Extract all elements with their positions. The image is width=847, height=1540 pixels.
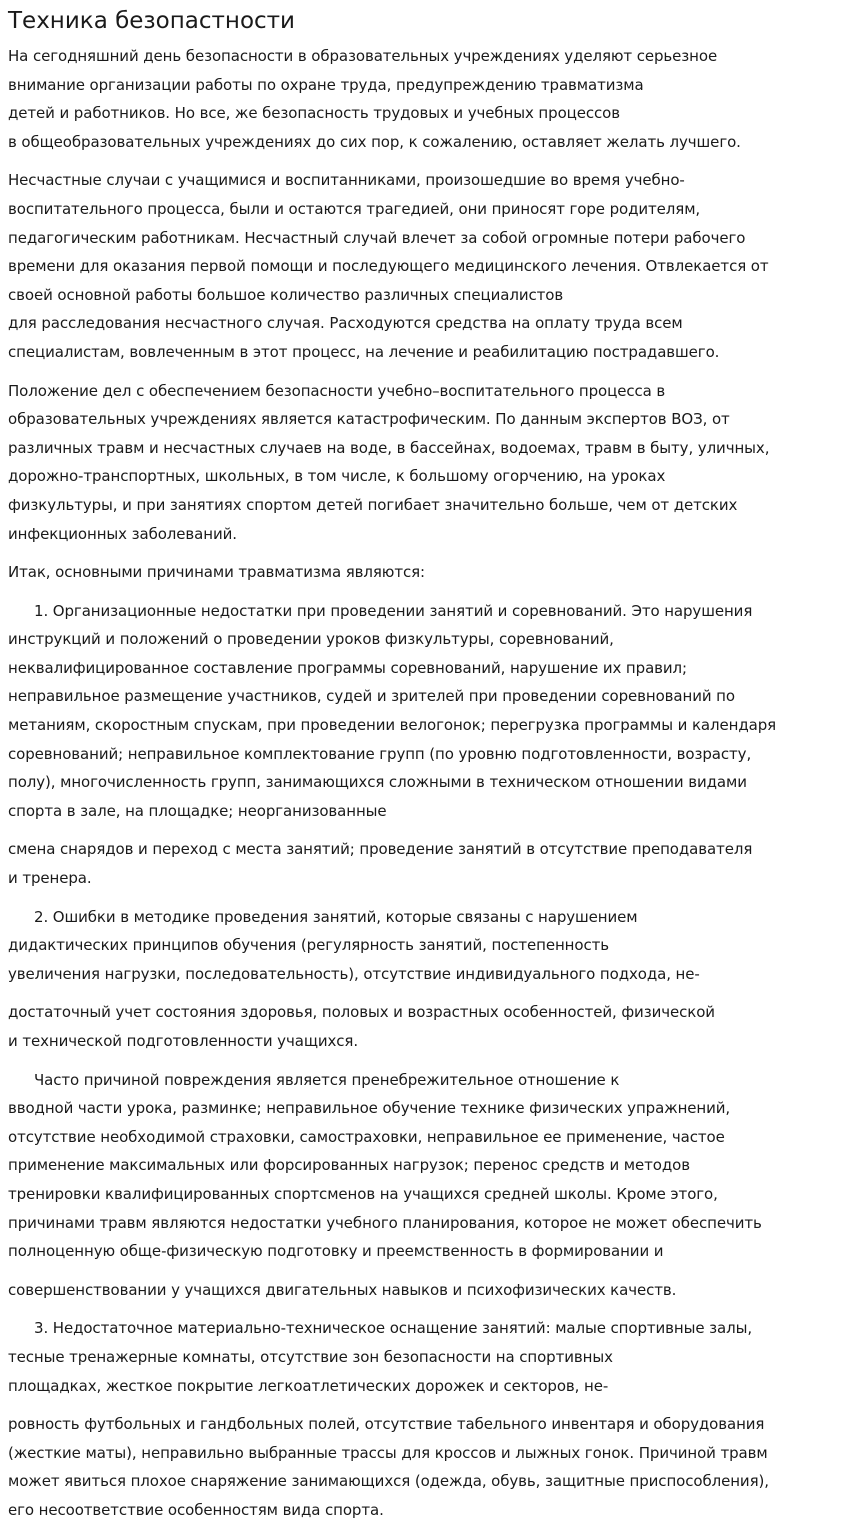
paragraph xyxy=(8,558,838,587)
text-line: для расследования несчастного случая. Расходуются средства на оплату труда всем xyxy=(8,314,683,333)
text-line: увеличения нагрузки, последовательность), отсутствие индивидуального подхода, не- xyxy=(8,964,700,983)
text-line: воспитательного процесса, были и остаются трагедией, они приносят горе родителям, xyxy=(8,199,701,218)
document-body xyxy=(8,42,838,1525)
text-line: отсутствие необходимой страховки, самостраховки, неправильное ее применение, частое xyxy=(8,1127,725,1146)
paragraph xyxy=(8,166,838,366)
text-line: (жесткие маты), неправильно выбранные трассы для кроссов и лыжных гонок. Причиной травм xyxy=(8,1443,768,1462)
paragraph xyxy=(8,835,838,892)
paragraph xyxy=(8,903,838,989)
text-line: образовательных учреждениях является катастрофическим. По данным экспертов ВОЗ, от xyxy=(8,410,730,429)
text-line: полноценную обще-физическую подготовку и преемственность в формировании и xyxy=(8,1242,664,1261)
paragraph xyxy=(8,42,838,156)
text-line: в общеобразовательных учреждениях до сих пор, к сожалению, оставляет желать лучшего. xyxy=(8,132,741,151)
text-line: и технической подготовленности учащихся. xyxy=(8,1032,359,1050)
text-line: ровность футбольных и гандбольных полей, отсутствие табельного инвентаря и оборудования xyxy=(8,1415,765,1434)
text-line: времени для оказания первой помощи и последующего медицинского лечения. Отвлекается от xyxy=(8,257,769,276)
paragraph xyxy=(8,1066,838,1266)
text-line: На сегодняшний день безопасности в образовательных учреждениях уделяют серьезное xyxy=(8,47,718,65)
paragraph xyxy=(8,1410,838,1524)
paragraph xyxy=(8,1276,838,1305)
text-line: спорта в зале, на площадке; неорганизованные xyxy=(8,801,387,820)
text-line: педагогическим работникам. Несчастный случай влечет за собой огромные потери рабочего xyxy=(8,228,746,247)
text-line: Положение дел с обеспечением безопасности учебно–воспитательного процесса в xyxy=(8,381,666,400)
text-line: совершенствовании у учащихся двигательных навыков и психофизических качеств. xyxy=(8,1280,677,1299)
paragraph xyxy=(8,998,838,1055)
text-line: физкультуры, и при занятиях спортом детей погибает значительно больше, чем от детских xyxy=(8,495,738,514)
text-line: Несчастные случаи с учащимися и воспитанниками, произошедшие во время учебно- xyxy=(8,171,685,190)
paragraph xyxy=(8,1314,838,1400)
text-line: инструкций и положений о проведении уроков физкультуры, соревнований, xyxy=(8,630,614,649)
paragraph xyxy=(8,377,838,549)
text-line: метаниям, скоростным спускам, при проведении велогонок; перегрузка программы и календаря xyxy=(8,716,777,735)
text-line: полу), многочисленность групп, занимающихся сложными в техническом отношении видами xyxy=(8,773,747,792)
text-line: соревнований; неправильное комплектование групп (по уровню подготовленности, возрасту, xyxy=(8,744,752,763)
text-line: и тренера. xyxy=(8,869,92,888)
text-line: детей и работников. Но все, же безопасность трудовых и учебных процессов xyxy=(8,104,620,123)
text-line: неправильное размещение участников, судей и зрителей при проведении соревнований по xyxy=(8,687,735,706)
text-line: площадках, жесткое покрытие легкоатлетических дорожек и секторов, не- xyxy=(8,1376,609,1395)
text-line: 1. Организационные недостатки при проведении занятий и соревнований. Это нарушения xyxy=(34,601,753,620)
text-line: применение максимальных или форсированных нагрузок; перенос средств и методов xyxy=(8,1156,690,1175)
text-line: неквалифицированное составление программы соревнований, нарушение их правил; xyxy=(8,658,687,677)
text-line: 3. Недостаточное материально-техническое оснащение занятий: малые спортивные залы, xyxy=(34,1319,753,1338)
text-line: 2. Ошибки в методике проведения занятий, которые связаны с нарушением xyxy=(34,907,638,926)
text-line: его несоответствие особенностям вида спорта. xyxy=(8,1500,384,1519)
text-line: вводной части урока, разминке; неправильное обучение технике физических упражнений, xyxy=(8,1099,731,1118)
text-line: инфекционных заболеваний. xyxy=(8,524,237,543)
text-line: тренировки квалифицированных спортсменов на учащихся средней школы. Кроме этого, xyxy=(8,1184,718,1203)
text-line: тесные тренажерные комнаты, отсутствие зон безопасности на спортивных xyxy=(8,1347,613,1366)
text-line: внимание организации работы по охране труда, предупреждению травматизма xyxy=(8,75,644,94)
text-line: своей основной работы большое количество различных специалистов xyxy=(8,285,564,304)
page-title: Техника безопастности xyxy=(8,8,296,34)
text-line: Часто причиной повреждения является пренебрежительное отношение к xyxy=(34,1070,620,1089)
text-line: причинами травм являются недостатки учебного планирования, которое не может обеспечить xyxy=(8,1213,762,1232)
text-line: дорожно-транспортных, школьных, в том числе, к большому огорчению, на уроках xyxy=(8,467,666,486)
text-line: различных травм и несчастных случаев на воде, в бассейнах, водоемах, травм в быту, уличных, xyxy=(8,438,770,457)
text-line: специалистам, вовлеченным в этот процесс, на лечение и реабилитацию пострадавшего. xyxy=(8,342,720,361)
text-line: достаточный учет состояния здоровья, половых и возрастных особенностей, физической xyxy=(8,1003,715,1022)
text-line: дидактических принципов обучения (регулярность занятий, постепенность xyxy=(8,936,609,955)
text-line: смена снарядов и переход с места занятий; проведение занятий в отсутствие преподавателя xyxy=(8,840,753,859)
text-line: Итак, основными причинами травматизма являются: xyxy=(8,563,425,582)
text-line: может явиться плохое снаряжение занимающихся (одежда, обувь, защитные приспособления), xyxy=(8,1472,769,1491)
paragraph xyxy=(8,597,838,826)
